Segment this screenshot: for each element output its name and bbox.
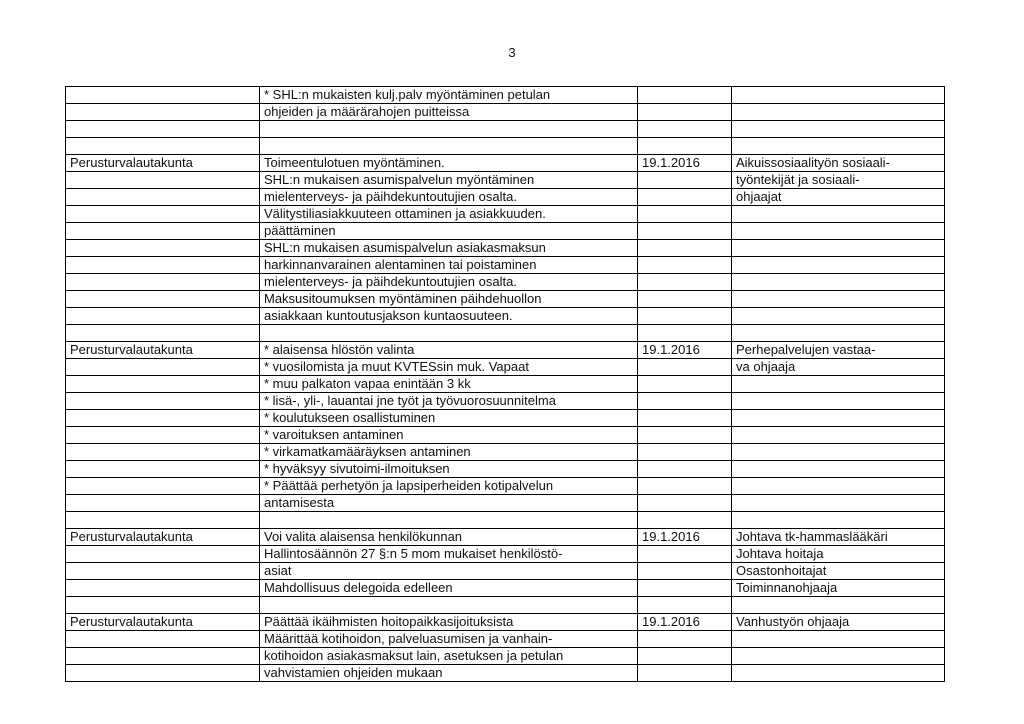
table-row	[66, 478, 945, 495]
body-cell	[66, 87, 260, 104]
date-cell	[638, 444, 732, 461]
date-cell	[638, 648, 732, 665]
table-row	[66, 189, 945, 206]
table-row	[66, 512, 945, 529]
matter-cell	[260, 512, 638, 529]
date-cell	[638, 138, 732, 155]
table-row	[66, 325, 945, 342]
matter-cell: * hyväksyy sivutoimi-ilmoituksen	[260, 461, 638, 478]
date-cell	[638, 631, 732, 648]
table-row	[66, 410, 945, 427]
table-row	[66, 223, 945, 240]
date-cell	[638, 104, 732, 121]
matter-cell: ohjeiden ja määrärahojen puitteissa	[260, 104, 638, 121]
delegate-cell	[732, 648, 945, 665]
table-row	[66, 631, 945, 648]
delegate-cell: Johtava hoitaja	[732, 546, 945, 563]
body-cell: Perusturvalautakunta	[66, 155, 260, 172]
body-cell	[66, 393, 260, 410]
body-cell	[66, 478, 260, 495]
table-row	[66, 648, 945, 665]
date-cell	[638, 478, 732, 495]
body-cell: Perusturvalautakunta	[66, 529, 260, 546]
matter-cell	[260, 325, 638, 342]
body-cell	[66, 410, 260, 427]
body-cell	[66, 325, 260, 342]
body-cell	[66, 563, 260, 580]
body-cell	[66, 240, 260, 257]
date-cell	[638, 325, 732, 342]
matter-cell: SHL:n mukaisen asumispalvelun myöntäminen	[260, 172, 638, 189]
table-row	[66, 87, 945, 104]
matter-cell: kotihoidon asiakasmaksut lain, asetuksen ja petulan	[260, 648, 638, 665]
table-row	[66, 665, 945, 682]
date-cell	[638, 257, 732, 274]
matter-cell: SHL:n mukaisen asumispalvelun asiakasmaksun	[260, 240, 638, 257]
table-row	[66, 376, 945, 393]
delegate-cell	[732, 257, 945, 274]
matter-cell: Välitystiliasiakkuuteen ottaminen ja asiakkuuden.	[260, 206, 638, 223]
matter-cell: mielenterveys- ja päihdekuntoutujien osalta.	[260, 189, 638, 206]
date-cell	[638, 376, 732, 393]
body-cell	[66, 512, 260, 529]
date-cell	[638, 563, 732, 580]
body-cell	[66, 206, 260, 223]
table-row	[66, 104, 945, 121]
body-cell	[66, 138, 260, 155]
matter-cell: Toimeentulotuen myöntäminen.	[260, 155, 638, 172]
date-cell	[638, 274, 732, 291]
delegate-cell: va ohjaaja	[732, 359, 945, 376]
date-cell	[638, 308, 732, 325]
delegate-cell: Toiminnanohjaaja	[732, 580, 945, 597]
body-cell	[66, 359, 260, 376]
body-cell	[66, 546, 260, 563]
delegation-table	[65, 86, 945, 682]
delegate-cell: Vanhustyön ohjaaja	[732, 614, 945, 631]
date-cell	[638, 206, 732, 223]
date-cell: 19.1.2016	[638, 155, 732, 172]
matter-cell: vahvistamien ohjeiden mukaan	[260, 665, 638, 682]
date-cell	[638, 461, 732, 478]
matter-cell: asiat	[260, 563, 638, 580]
body-cell	[66, 495, 260, 512]
delegate-cell	[732, 461, 945, 478]
date-cell	[638, 512, 732, 529]
delegate-cell	[732, 223, 945, 240]
date-cell	[638, 495, 732, 512]
delegate-cell	[732, 274, 945, 291]
table-row	[66, 121, 945, 138]
date-cell: 19.1.2016	[638, 529, 732, 546]
matter-cell: * virkamatkamääräyksen antaminen	[260, 444, 638, 461]
date-cell	[638, 172, 732, 189]
delegate-cell	[732, 444, 945, 461]
date-cell	[638, 410, 732, 427]
body-cell	[66, 223, 260, 240]
body-cell	[66, 427, 260, 444]
table-row	[66, 461, 945, 478]
date-cell	[638, 240, 732, 257]
matter-cell	[260, 138, 638, 155]
delegate-cell	[732, 376, 945, 393]
matter-cell: * alaisensa hlöstön valinta	[260, 342, 638, 359]
body-cell	[66, 376, 260, 393]
date-cell	[638, 427, 732, 444]
table-row	[66, 206, 945, 223]
table-row	[66, 614, 945, 631]
delegate-cell	[732, 410, 945, 427]
table-row	[66, 291, 945, 308]
table-row	[66, 155, 945, 172]
matter-cell: * muu palkaton vapaa enintään 3 kk	[260, 376, 638, 393]
delegate-cell	[732, 393, 945, 410]
body-cell	[66, 172, 260, 189]
matter-cell: * varoituksen antaminen	[260, 427, 638, 444]
matter-cell: * koulutukseen osallistuminen	[260, 410, 638, 427]
date-cell	[638, 546, 732, 563]
delegate-cell	[732, 87, 945, 104]
matter-cell: Hallintosäännön 27 §:n 5 mom mukaiset henkilöstö-	[260, 546, 638, 563]
page-number: 3	[508, 45, 516, 60]
body-cell: Perusturvalautakunta	[66, 614, 260, 631]
date-cell	[638, 665, 732, 682]
delegate-cell: Perhepalvelujen vastaa-	[732, 342, 945, 359]
table-row	[66, 444, 945, 461]
delegate-cell: Johtava tk-hammaslääkäri	[732, 529, 945, 546]
delegate-cell	[732, 308, 945, 325]
body-cell	[66, 648, 260, 665]
delegate-cell	[732, 291, 945, 308]
date-cell	[638, 359, 732, 376]
matter-cell: * SHL:n mukaisten kulj.palv myöntäminen petulan	[260, 87, 638, 104]
matter-cell: Määrittää kotihoidon, palveluasumisen ja vanhain-	[260, 631, 638, 648]
delegate-cell: työntekijät ja sosiaali-	[732, 172, 945, 189]
delegate-cell	[732, 325, 945, 342]
matter-cell: mielenterveys- ja päihdekuntoutujien osalta.	[260, 274, 638, 291]
body-cell	[66, 257, 260, 274]
table-row	[66, 563, 945, 580]
matter-cell: Maksusitoumuksen myöntäminen päihdehuollon	[260, 291, 638, 308]
table-row	[66, 342, 945, 359]
table-row	[66, 427, 945, 444]
delegate-cell	[732, 121, 945, 138]
delegate-cell	[732, 665, 945, 682]
table-body	[66, 87, 945, 682]
delegate-cell	[732, 206, 945, 223]
body-cell	[66, 665, 260, 682]
date-cell	[638, 223, 732, 240]
body-cell	[66, 104, 260, 121]
date-cell	[638, 291, 732, 308]
delegate-cell	[732, 104, 945, 121]
matter-cell: antamisesta	[260, 495, 638, 512]
matter-cell: * lisä-, yli-, lauantai jne työt ja työvuorosuunnitelma	[260, 393, 638, 410]
body-cell	[66, 291, 260, 308]
delegate-cell: Aikuissosiaalityön sosiaali-	[732, 155, 945, 172]
body-cell	[66, 121, 260, 138]
table-row	[66, 495, 945, 512]
table-row	[66, 138, 945, 155]
body-cell	[66, 597, 260, 614]
body-cell	[66, 274, 260, 291]
matter-cell: harkinnanvarainen alentaminen tai poistaminen	[260, 257, 638, 274]
table-row	[66, 580, 945, 597]
delegate-cell: ohjaajat	[732, 189, 945, 206]
matter-cell: * vuosilomista ja muut KVTESsin muk. Vapaat	[260, 359, 638, 376]
matter-cell	[260, 597, 638, 614]
delegate-cell	[732, 478, 945, 495]
table-row	[66, 274, 945, 291]
date-cell: 19.1.2016	[638, 614, 732, 631]
date-cell	[638, 121, 732, 138]
body-cell: Perusturvalautakunta	[66, 342, 260, 359]
table-row	[66, 597, 945, 614]
table-row	[66, 529, 945, 546]
matter-cell: Voi valita alaisensa henkilökunnan	[260, 529, 638, 546]
date-cell	[638, 189, 732, 206]
date-cell: 19.1.2016	[638, 342, 732, 359]
date-cell	[638, 87, 732, 104]
table-row	[66, 393, 945, 410]
matter-cell	[260, 121, 638, 138]
body-cell	[66, 631, 260, 648]
delegate-cell	[732, 495, 945, 512]
table-row	[66, 359, 945, 376]
table-row	[66, 240, 945, 257]
date-cell	[638, 580, 732, 597]
delegate-cell	[732, 138, 945, 155]
matter-cell: Mahdollisuus delegoida edelleen	[260, 580, 638, 597]
body-cell	[66, 189, 260, 206]
body-cell	[66, 308, 260, 325]
matter-cell: asiakkaan kuntoutusjakson kuntaosuuteen.	[260, 308, 638, 325]
matter-cell: Päättää ikäihmisten hoitopaikkasijoituksista	[260, 614, 638, 631]
delegate-cell: Osastonhoitajat	[732, 563, 945, 580]
table-row	[66, 546, 945, 563]
table-row	[66, 257, 945, 274]
delegate-cell	[732, 631, 945, 648]
table-row	[66, 172, 945, 189]
body-cell	[66, 461, 260, 478]
body-cell	[66, 444, 260, 461]
table-row	[66, 308, 945, 325]
matter-cell: * Päättää perhetyön ja lapsiperheiden kotipalvelun	[260, 478, 638, 495]
date-cell	[638, 393, 732, 410]
delegate-cell	[732, 512, 945, 529]
matter-cell: päättäminen	[260, 223, 638, 240]
delegate-cell	[732, 427, 945, 444]
delegate-cell	[732, 240, 945, 257]
date-cell	[638, 597, 732, 614]
delegate-cell	[732, 597, 945, 614]
body-cell	[66, 580, 260, 597]
